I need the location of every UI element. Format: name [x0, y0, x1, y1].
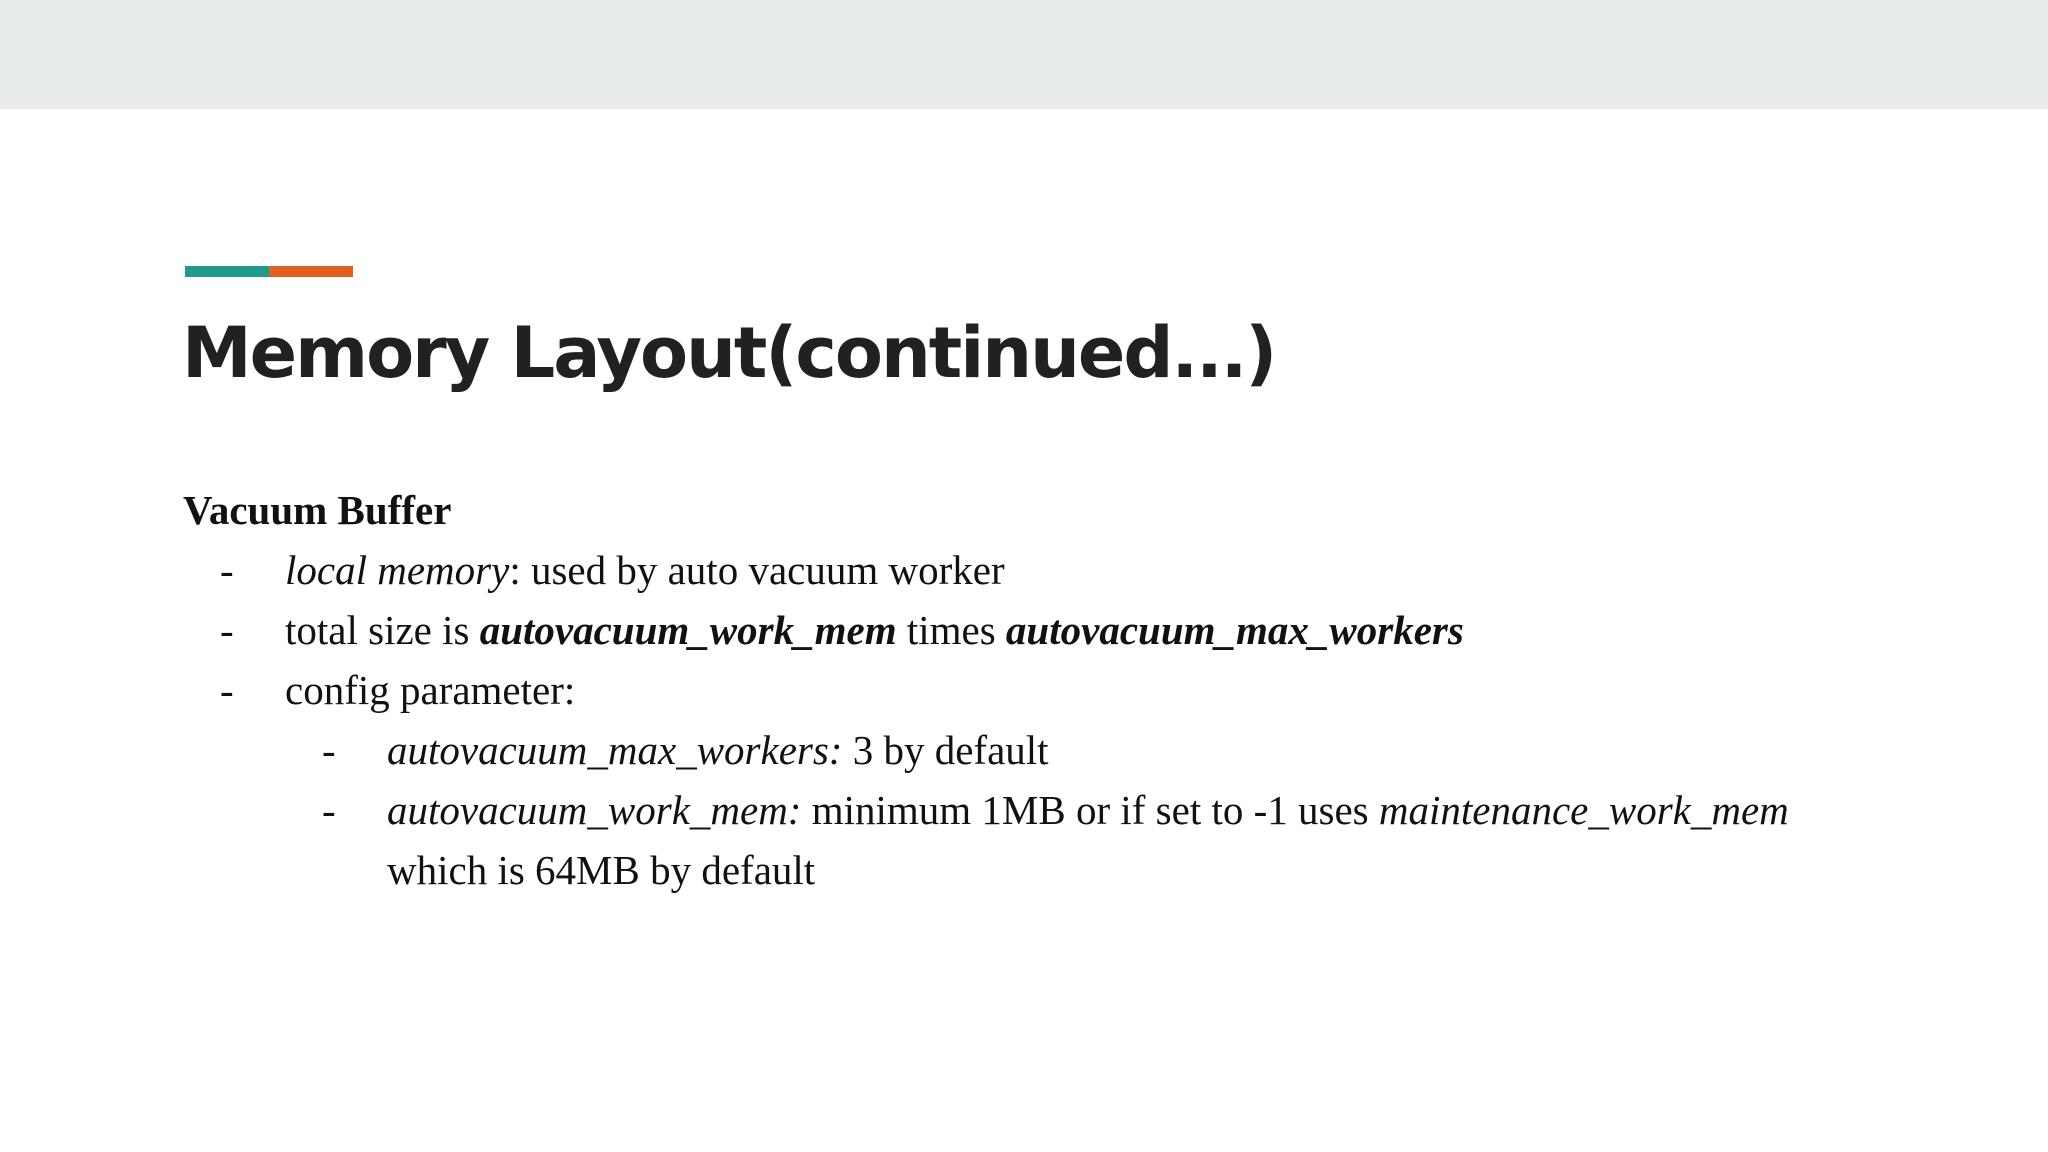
sub-bullet-text-part: 3 by default [842, 727, 1049, 773]
section-heading: Vacuum Buffer [183, 487, 452, 533]
bullet-marker: - [220, 547, 234, 593]
sub-bullet-continuation [183, 840, 1963, 900]
term-autovacuum-work-mem: autovacuum_work_mem: [387, 787, 802, 833]
bullet-text-part: total size is [285, 607, 480, 653]
sub-bullet-text-part: minimum 1MB or if set to -1 uses [801, 787, 1379, 833]
bullet-text-part: : used by auto vacuum worker [509, 547, 1005, 593]
bullet-text-part: config parameter: [285, 667, 576, 713]
title-accent-bar [185, 266, 353, 277]
sub-bullet-item [183, 780, 1963, 840]
sub-bullet-item [183, 720, 1963, 780]
bullet-marker: - [220, 667, 234, 713]
sub-bullet-text [387, 720, 1049, 780]
accent-teal-segment [185, 266, 269, 277]
bullet-text [285, 660, 575, 720]
bullet-text [285, 540, 1005, 600]
top-band [0, 0, 2048, 109]
bullet-text [285, 600, 1464, 660]
sub-bullet-text [387, 780, 1789, 840]
bullet-text-part: times [896, 607, 1006, 653]
slide-body [183, 480, 1963, 900]
term-autovacuum-work-mem: autovacuum_work_mem [479, 607, 897, 653]
bullet-item [183, 600, 1963, 660]
bullet-marker: - [220, 607, 234, 653]
sub-bullet-marker: - [322, 727, 336, 773]
bullet-item [183, 660, 1963, 720]
term-local-memory: local memory [285, 547, 510, 593]
accent-orange-segment [269, 266, 353, 277]
slide-title: Memory Layout(continued...) [182, 312, 1276, 394]
term-autovacuum-max-workers: autovacuum_max_workers: [387, 727, 843, 773]
term-autovacuum-max-workers: autovacuum_max_workers [1005, 607, 1464, 653]
sub-bullet-continuation-text: which is 64MB by default [387, 847, 816, 893]
sub-bullet-marker: - [322, 787, 336, 833]
term-maintenance-work-mem: maintenance_work_mem [1378, 787, 1789, 833]
bullet-item [183, 540, 1963, 600]
